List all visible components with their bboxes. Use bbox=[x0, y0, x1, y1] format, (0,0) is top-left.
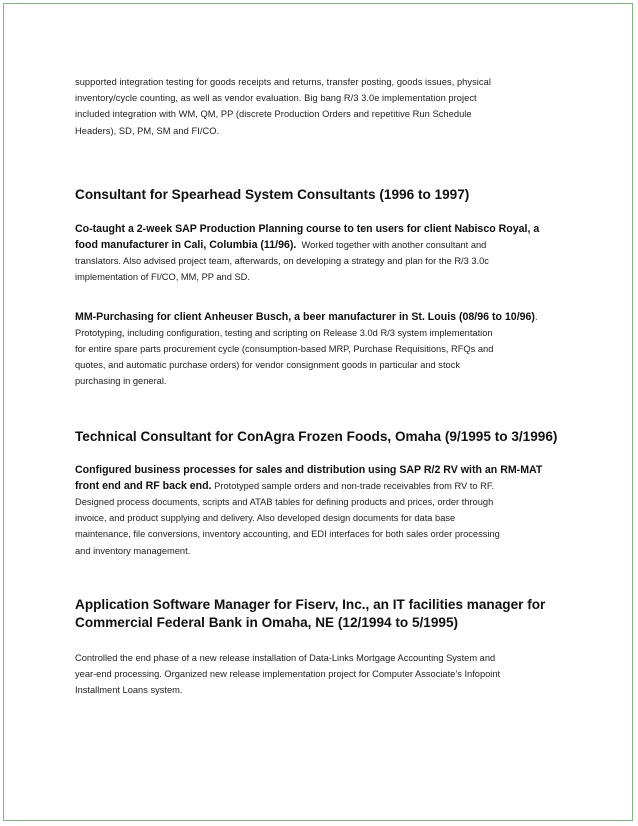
spearhead-anheuser-entry bbox=[75, 309, 565, 390]
entry-lead: front end and RF back end. bbox=[75, 479, 212, 492]
entry-text: Prototyped sample orders and non-trade receivables from RV to RF. bbox=[211, 480, 495, 491]
entry-line: Designed process documents, scripts and ATAB tables for defining products and prices, order through bbox=[75, 497, 494, 508]
fiserv-entry bbox=[75, 650, 565, 699]
entry-line: Controlled the end phase of a new release installation of Data-Links Mortgage Accounting System and bbox=[75, 652, 496, 663]
entry-line bbox=[75, 478, 565, 494]
entry-line bbox=[75, 221, 565, 237]
entry-line: and inventory management. bbox=[75, 545, 191, 556]
entry-line: implementation of FI/CO, MM, PP and SD. bbox=[75, 272, 250, 283]
entry-lead-tail: . bbox=[534, 311, 538, 322]
entry-line bbox=[75, 462, 565, 478]
section-heading-line: Application Software Manager for Fiserv, Inc., an IT facilities manager for bbox=[75, 596, 546, 612]
entry-line bbox=[75, 309, 565, 325]
entry-lead: MM-Purchasing for client Anheuser Busch, a beer manufacturer in St. Louis (08/96 to 10/96) bbox=[75, 310, 535, 323]
entry-lead: Co-taught a 2-week SAP Production Planning course to ten users for client Nabisco Royal, a bbox=[75, 222, 540, 235]
entry-line: Installment Loans system. bbox=[75, 685, 183, 696]
section-heading-line: Commercial Federal Bank in Omaha, NE (12/1994 to 5/1995) bbox=[75, 614, 459, 630]
section-heading-spearhead: Consultant for Spearhead System Consultants (1996 to 1997) bbox=[75, 186, 470, 202]
entry-line: for entire spare parts procurement cycle (consumption-based MRP, Purchase Requisitions, RFQs and bbox=[75, 344, 494, 355]
intro-line: included integration with WM, QM, PP (discrete Production Orders and repetitive Run Schedule bbox=[75, 109, 472, 120]
section-heading-fiserv bbox=[75, 596, 565, 632]
intro-line: inventory/cycle counting, as well as vendor evaluation. Big bang R/3 3.0e implementation project bbox=[75, 93, 477, 104]
entry-lead: Configured business processes for sales and distribution using SAP R/2 RV with an RM-MAT bbox=[75, 463, 543, 476]
entry-line bbox=[75, 237, 565, 253]
resume-content bbox=[75, 74, 565, 698]
conagra-entry bbox=[75, 462, 565, 559]
intro-paragraph bbox=[75, 74, 565, 139]
entry-line: quotes, and automatic purchase orders) for vendor consignment goods in particular and stock bbox=[75, 360, 461, 371]
entry-line: year-end processing. Organized new release implementation project for Computer Associate’s Infopoint bbox=[75, 669, 501, 680]
entry-line: maintenance, file conversions, inventory accounting, and EDI interfaces for both sales order processing bbox=[75, 529, 500, 540]
section-heading-conagra: Technical Consultant for ConAgra Frozen Foods, Omaha (9/1995 to 3/1996) bbox=[75, 428, 558, 444]
entry-line: Prototyping, including configuration, testing and scripting on Release 3.0d R/3 system implementation bbox=[75, 327, 493, 338]
entry-line: invoice, and product supplying and delivery. Also developed design documents for data base bbox=[75, 513, 456, 524]
entry-line: translators. Also advised project team, afterwards, on developing a strategy and plan for the R/3 3.0c bbox=[75, 256, 489, 267]
entry-lead: food manufacturer in Cali, Columbia (11/96). bbox=[75, 239, 297, 252]
entry-line: purchasing in general. bbox=[75, 376, 167, 387]
spearhead-nabisco-entry bbox=[75, 221, 565, 286]
intro-line: Headers), SD, PM, SM and FI/CO. bbox=[75, 125, 220, 136]
intro-line: supported integration testing for goods receipts and returns, transfer posting, goods issues, physical bbox=[75, 77, 491, 87]
entry-text: Worked together with another consultant and bbox=[296, 240, 487, 251]
